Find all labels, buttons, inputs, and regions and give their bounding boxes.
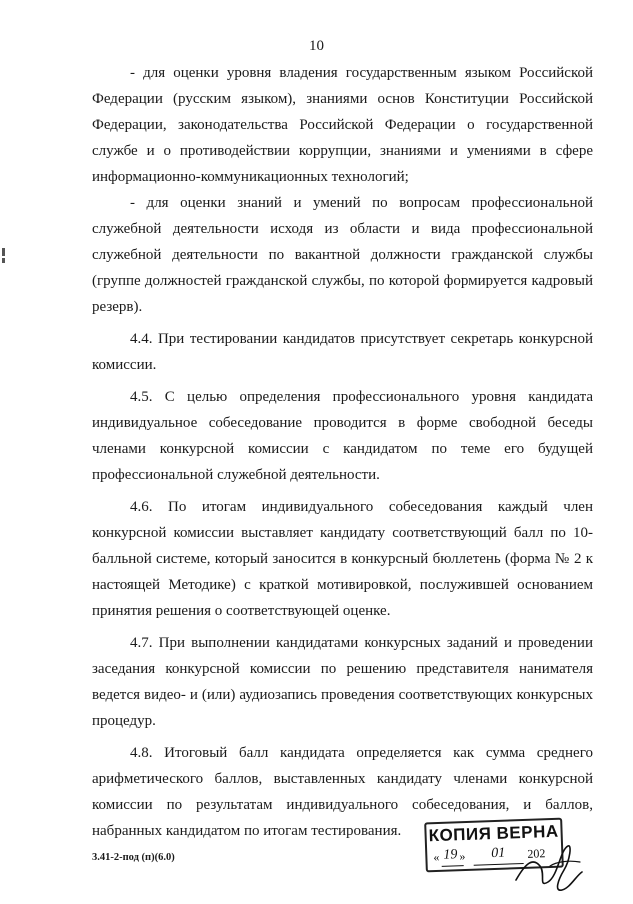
- paragraph: 4.8. Итоговый балл кандидата определяется как сумма среднего арифметического баллов, выставленных кандидату членами конкурсной комиссии по результатам индивидуального собеседования, и баллов, набранных кандидатом по итогам тестирования.: [92, 745, 593, 839]
- paragraph: 4.4. При тестировании кандидатов присутствует секретарь конкурсной комиссии.: [92, 331, 593, 373]
- page-number: 10: [309, 38, 324, 54]
- stamp-quote-open: «: [433, 849, 440, 865]
- paragraph: 4.6. По итогам индивидуального собеседования каждый член конкурсной комиссии выставляет кандидату соответствующий балл по 10-балльной системе, который заносится в конкурсный бюллетень (форма № 2 к настоящей Методике) с краткой мотивировкой, послужившей основанием принятия решения о соответствующей оценке.: [92, 499, 593, 619]
- stamp-day: 19: [443, 847, 458, 863]
- stamp-quote-close: »: [459, 849, 466, 864]
- scan-margin-mark: [2, 248, 5, 256]
- paragraph: 4.7. При выполнении кандидатами конкурсных заданий и проведении заседания конкурсной комиссии по решению представителя нанимателя ведется видео- и (или) аудиозапись проведения соответствующих конкурсных процедур.: [92, 635, 593, 729]
- paragraph: - для оценки уровня владения государственным языком Российской Федерации (русским языком), знаниями основ Конституции Российской Федерации, законодательства Российской Федерации о государственной службе и о противодействии коррупции, знаниями и умениями в сфере информационно-коммуникационных технологий;: [92, 65, 593, 185]
- stamp-year: 202: [527, 846, 546, 861]
- paragraph: 4.5. С целью определения профессионального уровня кандидата индивидуальное собеседование проводится в форме свободной беседы членами конкурсной комиссии с кандидатом по теме его будущей профессиональной служебной деятельности.: [92, 389, 593, 483]
- scan-margin-mark: [2, 258, 5, 263]
- paragraph: - для оценки знаний и умений по вопросам профессиональной служебной деятельности исходя из области и вида профессиональной служебной деятельности по вакантной должности гражданской службы (группе должностей гражданской службы, по которой формируется кадровый резерв).: [92, 195, 593, 315]
- handwritten-signature: [510, 836, 590, 896]
- document-body: [92, 60, 593, 844]
- stamp-title: КОПИЯ ВЕРНА: [428, 821, 559, 846]
- stamp-month: 01: [491, 845, 506, 862]
- document-code: 3.41-2-под (п)(6.0): [92, 852, 175, 863]
- stamp-day-underline: [442, 865, 464, 867]
